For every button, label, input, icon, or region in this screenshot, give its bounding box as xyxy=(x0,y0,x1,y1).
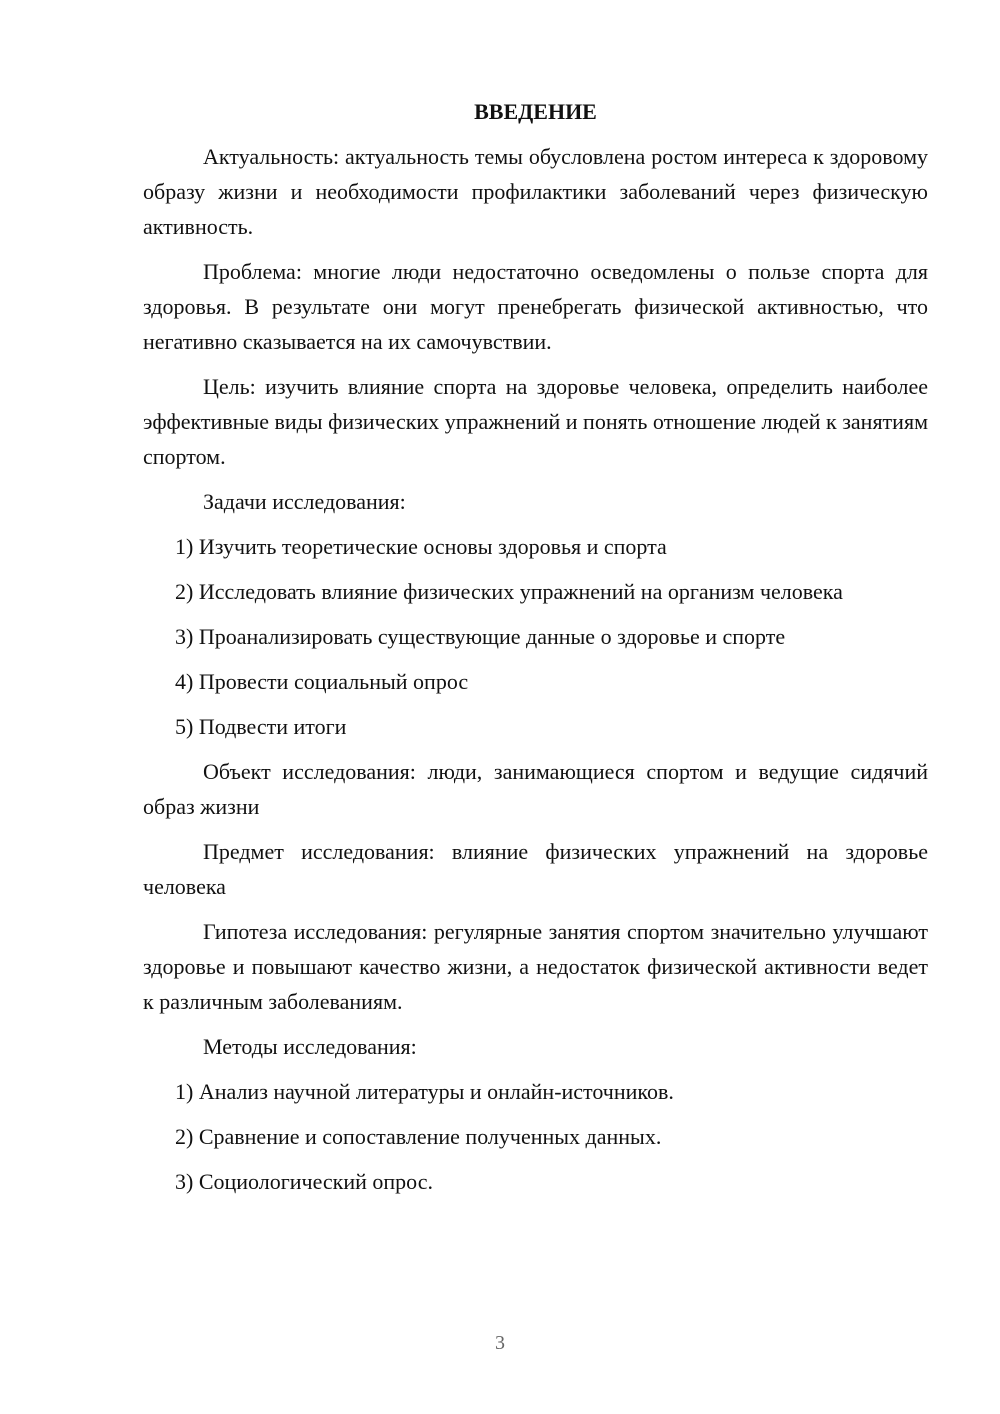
page-number: 3 xyxy=(495,1332,505,1354)
subject-paragraph: Предмет исследования: влияние физических упражнений на здоровье человека xyxy=(143,839,928,899)
goal-paragraph: Цель: изучить влияние спорта на здоровье человека, определить наиболее эффективные виды физических упражнений и понять отношение людей к занятиям спортом. xyxy=(143,374,928,469)
problem-paragraph: Проблема: многие люди недостаточно осведомлены о пользе спорта для здоровья. В результате они могут пренебрегать физической активностью, что негативно сказывается на их самочувствии. xyxy=(143,259,928,354)
section-title: ВВЕДЕНИЕ xyxy=(474,99,597,124)
object-paragraph: Объект исследования: люди, занимающиеся спортом и ведущие сидячий образ жизни xyxy=(143,759,928,819)
hypothesis-paragraph: Гипотеза исследования: регулярные занятия спортом значительно улучшают здоровье и повышают качество жизни, а недостаток физической активности ведет к различным заболеваниям. xyxy=(143,919,928,1014)
list-item: 3) Проанализировать существующие данные о здоровье и спорте xyxy=(175,624,786,649)
page-content xyxy=(143,94,928,1209)
list-item: 3) Социологический опрос. xyxy=(175,1169,433,1194)
list-item: 2) Сравнение и сопоставление полученных данных. xyxy=(175,1124,662,1149)
methods-heading: Методы исследования: xyxy=(203,1034,417,1059)
list-item: 1) Изучить теоретические основы здоровья и спорта xyxy=(175,534,667,559)
list-item: 5) Подвести итоги xyxy=(175,714,347,739)
relevance-paragraph: Актуальность: актуальность темы обусловлена ростом интереса к здоровому образу жизни и необходимости профилактики заболеваний через физическую активность. xyxy=(143,144,928,239)
tasks-heading: Задачи исследования: xyxy=(203,489,406,514)
methods-list xyxy=(143,1074,928,1199)
list-item: 2) Исследовать влияние физических упражнений на организм человека xyxy=(175,579,843,604)
list-item: 4) Провести социальный опрос xyxy=(175,669,469,694)
tasks-list xyxy=(143,529,928,744)
list-item: 1) Анализ научной литературы и онлайн-источников. xyxy=(175,1079,674,1104)
